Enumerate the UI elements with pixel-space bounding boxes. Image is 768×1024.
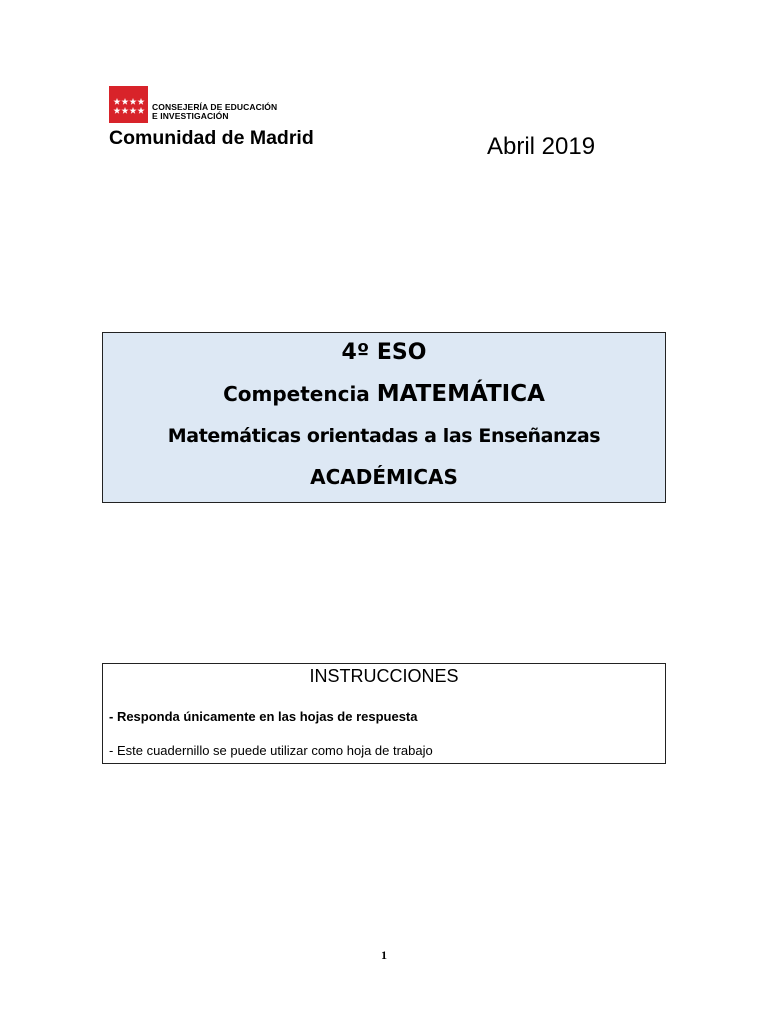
logo-department-line2: E INVESTIGACIÓN [152,111,229,121]
comunidad-madrid-logo [109,86,359,152]
competence-title [103,381,665,407]
logo-name: Comunidad de Madrid [109,127,314,149]
instruction-item: - Este cuadernillo se puede utilizar como hoja de trabajo [109,743,433,758]
competence-subject: MATEMÁTICA [376,381,545,407]
page-number: 1 [381,948,387,962]
document-date: Abril 2019 [487,133,596,160]
subject-track: ACADÉMICAS [310,465,458,489]
competence-prefix: Competencia [223,382,377,406]
logo-department [152,103,277,121]
instruction-item: - Responda únicamente en las hojas de respuesta [109,709,418,724]
madrid-flag-icon [109,86,148,123]
course-title: 4º ESO [341,340,427,365]
logo-department-line1: CONSEJERÍA DE EDUCACIÓN [152,102,278,112]
instructions-box [102,663,666,764]
instructions-heading: INSTRUCCIONES [309,666,459,686]
title-box [102,332,666,503]
subject-title: Matemáticas orientadas a las Enseñanzas [167,425,601,447]
